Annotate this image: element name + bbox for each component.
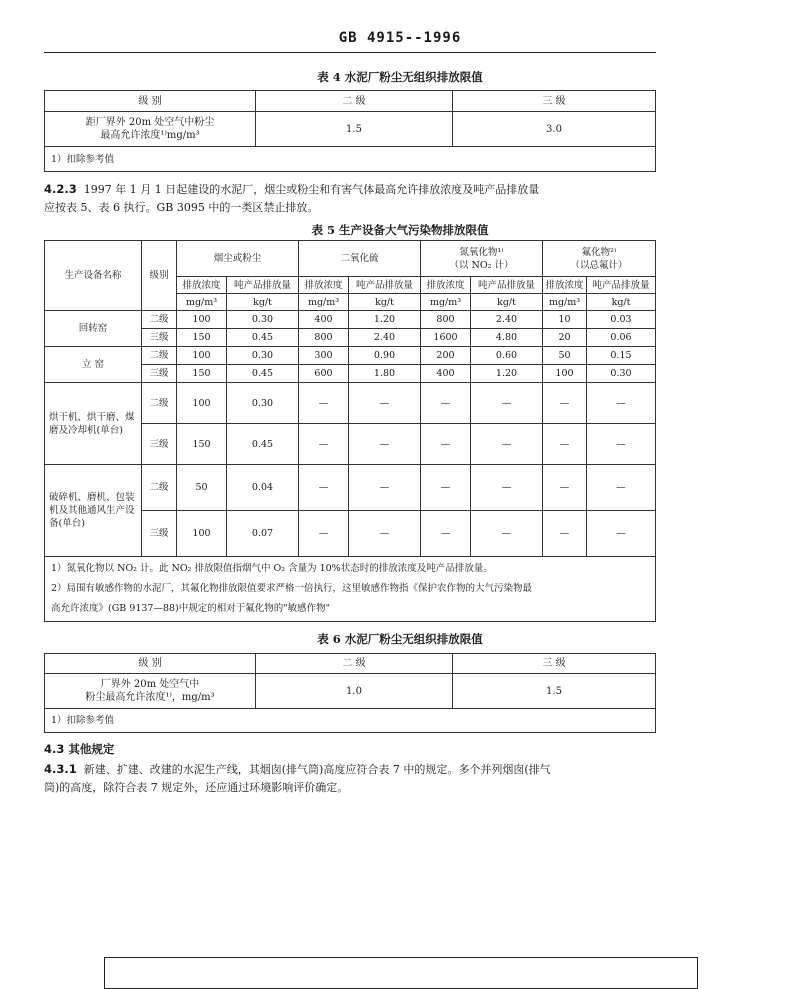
table5-level: 三级 [142, 329, 177, 347]
table4-value-grade3: 3.0 [453, 112, 656, 147]
table5-caption: 表 5 生产设备大气污染物排放限值 [311, 223, 489, 237]
table5-header-nox-line1: 氮氧化物¹⁾ [459, 246, 504, 258]
table6-note: 1）扣除参考值 [45, 709, 656, 733]
table5-cell: 100 [177, 311, 227, 329]
table6 [44, 653, 656, 733]
table5-cell: — [299, 511, 349, 557]
table5-unit-ton: kg/t [227, 294, 299, 311]
table5-header-fluoride-line1: 氟化物²⁾ [581, 246, 617, 258]
table5-header-fluoride [543, 241, 656, 277]
table5-cell: — [587, 424, 656, 465]
table5-cell: 100 [543, 365, 587, 383]
paragraph-4-2-3-line2: 应按表 5、表 6 执行。GB 3095 中的一类区禁止排放。 [44, 201, 319, 214]
table5-unit-ton: kg/t [471, 294, 543, 311]
table5-cell: — [421, 465, 471, 511]
table6-header-level: 级 别 [45, 654, 256, 674]
table6-caption: 表 6 水泥厂粉尘无组织排放限值 [317, 632, 483, 646]
table5-cell: 600 [299, 365, 349, 383]
paragraph-text: 1997 年 1 月 1 日起建设的水泥厂，烟尘或粉尘和有害气体最高允许排放浓度及吨产品排放量 [83, 183, 540, 196]
table5-cell: 2.40 [349, 329, 421, 347]
table5-cell: 0.30 [587, 365, 656, 383]
table5-header-nox-line2: （以 NO₂ 计） [449, 259, 514, 271]
table5-cell: 0.45 [227, 329, 299, 347]
table6-value-grade3: 1.5 [453, 674, 656, 709]
table5-cell: 0.45 [227, 424, 299, 465]
table5-cell: 0.03 [587, 311, 656, 329]
table5-cell: — [421, 424, 471, 465]
table5-cell: — [543, 465, 587, 511]
table5-subheader-ton: 吨产品排放量 [349, 277, 421, 294]
table5-row [45, 311, 656, 329]
paragraph-text: 新建、扩建、改建的水泥生产线，其烟囱(排气筒)高度应符合表 7 中的规定。多个并列烟囱(排气 [83, 763, 551, 776]
table5-subheader-ton: 吨产品排放量 [587, 277, 656, 294]
table5-cell: 150 [177, 424, 227, 465]
table5-note2b: 高允许浓度》(GB 9137—88)中规定的相对于氟化物的"敏感作物" [51, 603, 331, 614]
table5-row [45, 465, 656, 511]
table4-caption: 表 4 水泥厂粉尘无组织排放限值 [317, 70, 483, 84]
table5-level: 二级 [142, 311, 177, 329]
table5-cell: 0.60 [471, 347, 543, 365]
table5-cell: 200 [421, 347, 471, 365]
table5-unit-conc: mg/m³ [421, 294, 471, 311]
table5-level: 三级 [142, 365, 177, 383]
table5-cell: — [543, 383, 587, 424]
table5-cell: 150 [177, 329, 227, 347]
table4-row-label-line2: 最高允许浓度¹⁾mg/m³ [100, 130, 200, 141]
table5-header-device: 生产设备名称 [45, 241, 142, 311]
table5-subheader-conc: 排放浓度 [177, 277, 227, 294]
table5-cell: 0.45 [227, 365, 299, 383]
table6-header-grade3: 三 级 [453, 654, 656, 674]
table5-cell: — [421, 383, 471, 424]
table5-level: 二级 [142, 383, 177, 424]
table5-header-dust: 烟尘或粉尘 [177, 241, 299, 277]
table5-header-fluoride-line2: （以总氟计） [570, 259, 628, 271]
table5-cell: 10 [543, 311, 587, 329]
table5-cell: 150 [177, 365, 227, 383]
table5-cell: — [587, 465, 656, 511]
paragraph-4-3-1-line2: 筒)的高度，除符合表 7 规定外，还应通过环境影响评价确定。 [44, 781, 349, 794]
table5-unit-conc: mg/m³ [177, 294, 227, 311]
table5-cell: 1.20 [349, 311, 421, 329]
table4-note: 1）扣除参考值 [45, 147, 656, 172]
section-number: 4.3.1 [44, 762, 77, 776]
table5-header-nox [421, 241, 543, 277]
table5-cell: 0.04 [227, 465, 299, 511]
table5-cell: — [349, 383, 421, 424]
table5-cell: 800 [299, 329, 349, 347]
table5-subheader-ton: 吨产品排放量 [471, 277, 543, 294]
table5-subheader-ton: 吨产品排放量 [227, 277, 299, 294]
table4-row-label-line1: 距厂界外 20m 处空气中粉尘 [85, 117, 215, 128]
table5-header-level: 级别 [142, 241, 177, 311]
table5-cell: — [471, 424, 543, 465]
table5-cell: — [349, 511, 421, 557]
section-number: 4.2.3 [44, 182, 77, 196]
table5-level: 二级 [142, 347, 177, 365]
paragraph-4-3-1 [44, 760, 664, 797]
table5-cell: 400 [299, 311, 349, 329]
table5-cell: — [471, 383, 543, 424]
paragraph-4-3-1-line1 [44, 760, 664, 779]
table5-cell: 400 [421, 365, 471, 383]
table5-cell: 0.30 [227, 311, 299, 329]
table5-cell: — [587, 383, 656, 424]
table5-cell: — [471, 511, 543, 557]
table5-cell: 0.15 [587, 347, 656, 365]
table5-notes [45, 557, 656, 622]
table5-cell: — [299, 424, 349, 465]
table5-cell: 1600 [421, 329, 471, 347]
table5-cell: — [543, 424, 587, 465]
table5-level: 二级 [142, 465, 177, 511]
table5-cell: — [349, 424, 421, 465]
table5-cell: 0.90 [349, 347, 421, 365]
table5-cell: 800 [421, 311, 471, 329]
table4-value-grade2: 1.5 [256, 112, 453, 147]
table5-cell: 1.80 [349, 365, 421, 383]
table5-cell: — [299, 383, 349, 424]
table4-row-label [45, 112, 256, 147]
table5-cell: 1.20 [471, 365, 543, 383]
section-4-3-title: 4.3 其他规定 [44, 742, 115, 756]
table4-header-grade2: 二 级 [256, 91, 453, 112]
table5-cell: 20 [543, 329, 587, 347]
table5-subheader-conc: 排放浓度 [543, 277, 587, 294]
table5-note2a: 2）局围有敏感作物的水泥厂，其氟化物排放限值要求严格一倍执行，这里敏感作物指《保护农作物的大气污染物最 [51, 583, 533, 594]
table5-body [45, 311, 656, 557]
table5-unit-conc: mg/m³ [543, 294, 587, 311]
table5-unit-ton: kg/t [349, 294, 421, 311]
table6-row-label [45, 674, 256, 709]
table6-row-label-line2: 粉尘最高允许浓度¹⁾，mg/m³ [85, 692, 215, 703]
table5-subheader-conc: 排放浓度 [421, 277, 471, 294]
table4-header-grade3: 三 级 [453, 91, 656, 112]
table5-row [45, 383, 656, 424]
table5-cell: — [471, 465, 543, 511]
next-table-frame [104, 957, 698, 989]
table5-device-name: 烘干机、烘干磨、煤磨及冷却机(单台) [45, 383, 142, 465]
table4-header-level: 级 别 [45, 91, 256, 112]
table5-cell: — [299, 465, 349, 511]
table5-cell: 0.30 [227, 347, 299, 365]
table6-row-label-line1: 厂界外 20m 处空气中 [100, 679, 200, 690]
table5-unit-conc: mg/m³ [299, 294, 349, 311]
table5-device-name: 破碎机、磨机、包装机及其他通风生产设备(单台) [45, 465, 142, 557]
table5-cell: 100 [177, 347, 227, 365]
table6-header-grade2: 二 级 [256, 654, 453, 674]
table5-cell: 0.07 [227, 511, 299, 557]
table5-cell: — [349, 465, 421, 511]
table5-subheader-conc: 排放浓度 [299, 277, 349, 294]
table5-unit-ton: kg/t [587, 294, 656, 311]
table5-note1: 1）氮氧化物以 NO₂ 计。此 NO₂ 排放限值指烟气中 O₂ 含量为 10%状态时的排放浓度及吨产品排放量。 [51, 563, 493, 574]
table5-cell: 4.80 [471, 329, 543, 347]
table5-row [45, 347, 656, 365]
paragraph-4-2-3-line1 [44, 180, 664, 199]
table5-cell: 2.40 [471, 311, 543, 329]
table5-cell: 100 [177, 383, 227, 424]
table5-cell: 0.06 [587, 329, 656, 347]
table5-header-so2: 二氧化硫 [299, 241, 421, 277]
table5-cell: 100 [177, 511, 227, 557]
table5-cell: 50 [543, 347, 587, 365]
table5-cell: 300 [299, 347, 349, 365]
document-code: GB 4915--1996 [338, 30, 462, 46]
header-rule [44, 52, 656, 53]
table5-level: 三级 [142, 511, 177, 557]
table5-cell: — [421, 511, 471, 557]
table5-cell: — [587, 511, 656, 557]
table5 [44, 240, 656, 622]
table5-device-name: 立 窑 [45, 347, 142, 383]
table5-cell: 50 [177, 465, 227, 511]
table5-cell: — [543, 511, 587, 557]
table5-level: 三级 [142, 424, 177, 465]
paragraph-4-2-3 [44, 180, 664, 217]
table6-value-grade2: 1.0 [256, 674, 453, 709]
table5-cell: 0.30 [227, 383, 299, 424]
table5-device-name: 回转窑 [45, 311, 142, 347]
table4 [44, 90, 656, 172]
